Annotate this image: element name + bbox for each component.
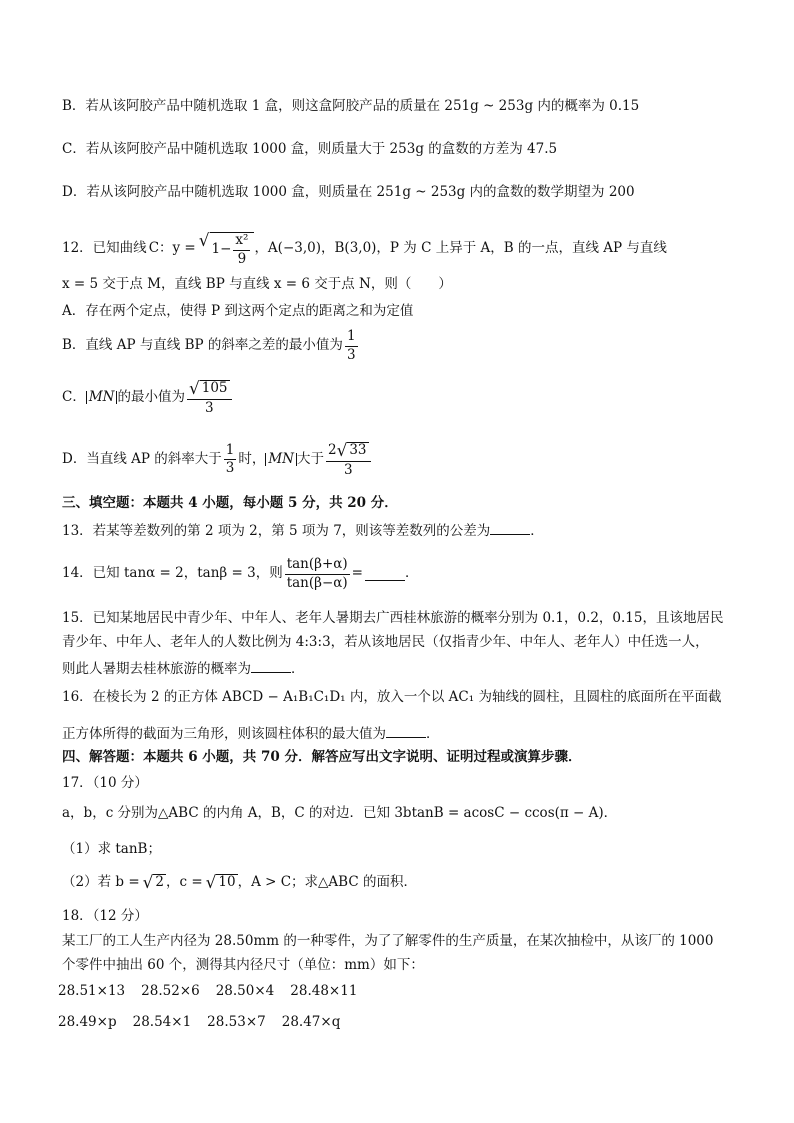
q12-option-d-coef: 2 bbox=[327, 441, 337, 458]
q12-option-d-abs: MN bbox=[265, 453, 297, 467]
q15-line3 bbox=[62, 660, 305, 677]
section-3-heading: 三、填空题：本题共 4 小题，每小题 5 分，共 20 分． bbox=[62, 495, 398, 511]
q12-sqrt: √ 1− $\frac{\text{x²}}{9}$ bbox=[199, 232, 255, 266]
q12-option-d-text: D．当直线 AP 的斜率大于 bbox=[62, 450, 222, 467]
q18-data-cell: 28.50×4 bbox=[215, 983, 275, 999]
q17-part2-radicand1: 2 bbox=[155, 874, 164, 890]
q11-option-d: D．若从该阿胶产品中随机选取 1000 盒，则质量在 251g ~ 253g 内的盒数的数学期望为 200 bbox=[62, 184, 635, 200]
q12-option-d-mid2: 大于 bbox=[296, 450, 324, 467]
q17-part2-end: ，A > C；求△ABC 的面积． bbox=[237, 873, 417, 890]
q12-option-c-abs: MN bbox=[86, 391, 118, 405]
q12-option-c-text: 的最小值为 bbox=[117, 388, 185, 405]
q12-frac-num: x² bbox=[233, 234, 250, 251]
q12-option-b-text: B．直线 AP 与直线 BP 的斜率之差的最小值为 bbox=[62, 337, 343, 354]
q17-part2: （2）若 b = √ 2 ，c = √ 10 ，A > C；求△ABC 的面积． bbox=[62, 872, 417, 892]
q12-option-d: D．当直线 AP 的斜率大于 $\frac{1}{3}$ 时， MN 大于 2 √ 33 3 bbox=[62, 442, 373, 477]
q12-option-d-den1: 3 bbox=[225, 460, 235, 477]
q18-line1: 某工厂的工人生产内径为 28.50mm 的一种零件，为了了解零件的生产质量，在某次抽检中，从该厂的 1000 bbox=[62, 933, 714, 949]
q18-data-cell: 28.54×1 bbox=[132, 1014, 192, 1030]
section-4-heading: 四、解答题：本题共 6 小题，共 70 分．解答应写出文字说明、证明过程或演算步骤． bbox=[62, 749, 582, 765]
q14-eq: = bbox=[351, 565, 363, 582]
q15-answer-blank[interactable] bbox=[251, 660, 291, 673]
q17-part1: （1）求 tanB； bbox=[62, 841, 161, 857]
q12-option-c: C． MN 的最小值为 √ 105 3 bbox=[62, 380, 234, 415]
q18-data-cell: 28.51×13 bbox=[58, 983, 126, 999]
q12-option-d-radicand: 33 bbox=[349, 442, 367, 458]
q17-stem: a，b，c 分别为△ABC 的内角 A，B，C 的对边．已知 3btanB = acosC − ccos(π − A)． bbox=[62, 805, 618, 821]
q12-stem-line2: x = 5 交于点 M，直线 BP 与直线 x = 6 交于点 N，则（ ） bbox=[62, 276, 452, 292]
q15-end: ． bbox=[291, 661, 305, 677]
q12-option-a: A．存在两个定点，使得 P 到这两个定点的距离之和为定值 bbox=[62, 303, 414, 319]
q12-lead: 12．已知曲线 bbox=[62, 240, 147, 257]
q12-one-minus: 1− bbox=[211, 241, 232, 258]
q12-option-b bbox=[62, 330, 360, 362]
q16-stem-end: 正方体所得的截面为三角形，则该圆柱体积的最大值为 bbox=[62, 726, 386, 742]
q18-data-cell: 28.49×p bbox=[58, 1014, 117, 1030]
q12-points: ，A(−3,0)，B(3,0)，P 为 C 上异于 A，B 的一点，直线 AP 与直线 bbox=[254, 240, 667, 257]
q18-data-row1 bbox=[58, 985, 357, 999]
q18-data-cell: 28.48×11 bbox=[290, 983, 358, 999]
q18-head: 18．（12 分） bbox=[62, 908, 148, 924]
q12-option-c-den: 3 bbox=[204, 399, 214, 416]
q16-line2 bbox=[62, 725, 440, 742]
q16-answer-blank[interactable] bbox=[386, 725, 426, 738]
q15-line1: 15．已知某地居民中青少年、中年人、老年人暑期去广西桂林旅游的概率分别为 0.1，0.2，0.15，且该地居民 bbox=[62, 610, 724, 626]
q17-part2-radicand2: 10 bbox=[218, 874, 236, 890]
q17-part2-pre: （2）若 b = bbox=[62, 873, 140, 890]
q16-line1: 16．在棱长为 2 的正方体 ABCD − A₁B₁C₁D₁ 内，放入一个以 AC₁ 为轴线的圆柱，且圆柱的底面所在平面截 bbox=[62, 689, 722, 705]
q18-line2: 个零件中抽出 60 个，测得其内径尺寸（单位：mm）如下： bbox=[62, 957, 424, 973]
q12-option-c-radicand: 105 bbox=[201, 380, 228, 396]
q12-stem-line1 bbox=[62, 232, 667, 266]
q16-end: ． bbox=[426, 726, 440, 742]
q17-part2-mid: ，c = bbox=[165, 873, 203, 890]
q12-option-b-num: 1 bbox=[345, 330, 358, 347]
q15-stem-end: 则此人暑期去桂林旅游的概率为 bbox=[62, 661, 251, 677]
q14-text bbox=[62, 558, 418, 590]
q13-stem: 13．若某等差数列的第 2 项为 2，第 5 项为 7，则该等差数列的公差为 bbox=[62, 523, 491, 539]
q14-stem: 14．已知 tanα = 2，tanβ = 3，则 bbox=[62, 565, 283, 582]
q12-option-c-label: C． bbox=[62, 388, 86, 405]
q18-data-row2 bbox=[58, 1016, 340, 1030]
q12-frac-den: 9 bbox=[237, 250, 247, 267]
q14-frac-num: tan(β+α) bbox=[285, 558, 350, 575]
q13-end: ． bbox=[530, 523, 544, 539]
q18-data-cell: 28.53×7 bbox=[207, 1014, 266, 1030]
q17-head: 17．（10 分） bbox=[62, 775, 148, 791]
q12-option-d-mid: 时， bbox=[238, 450, 266, 467]
q14-answer-blank[interactable] bbox=[365, 568, 405, 581]
q15-line2: 青少年、中年人、老年人的人数比例为 4:3:3，若从该地居民（仅指青少年、中年人、老年人）中任选一人， bbox=[62, 634, 709, 650]
q11-option-b: B．若从该阿胶产品中随机选取 1 盒，则这盒阿胶产品的质量在 251g ~ 253g 内的概率为 0.15 bbox=[62, 98, 640, 114]
q14-end: ． bbox=[404, 565, 419, 582]
q13-answer-blank[interactable] bbox=[490, 522, 530, 535]
q12-option-d-den2: 3 bbox=[343, 461, 353, 478]
q12-option-d-num1: 1 bbox=[224, 444, 237, 461]
q12-curve-name: C：y = bbox=[148, 240, 196, 257]
q18-data-cell: 28.47×q bbox=[281, 1014, 341, 1030]
q18-data-cell: 28.52×6 bbox=[141, 983, 200, 999]
q14-frac-den: tan(β−α) bbox=[286, 574, 348, 591]
q13-text bbox=[62, 522, 544, 539]
q11-option-c: C．若从该阿胶产品中随机选取 1000 盒，则质量大于 253g 的盒数的方差为 47.5 bbox=[62, 141, 558, 157]
q12-option-b-den: 3 bbox=[346, 346, 356, 363]
